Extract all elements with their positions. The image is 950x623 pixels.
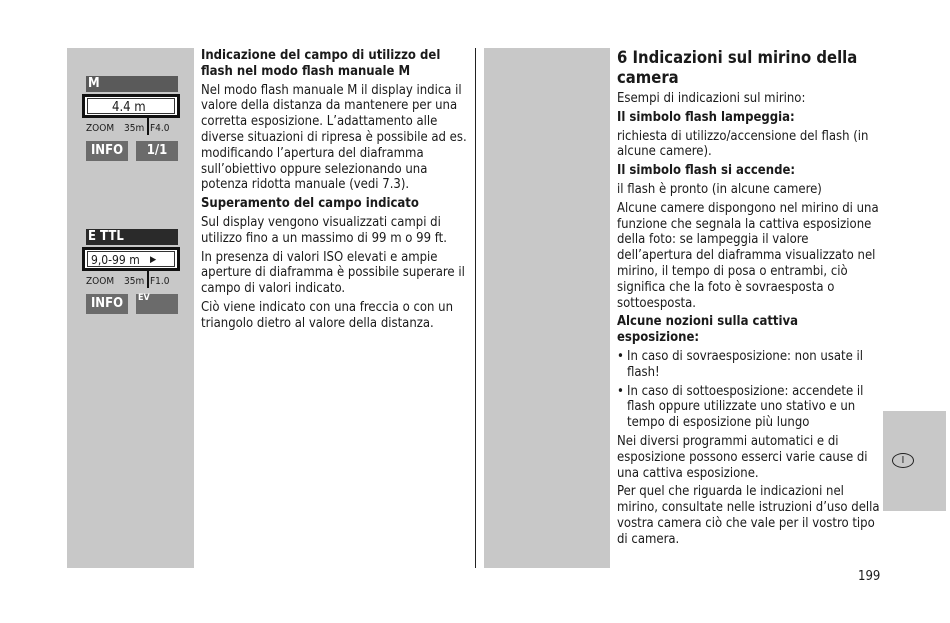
distance-value-box bbox=[82, 247, 180, 271]
page-title: 6 Indicazioni sul mirino della camera bbox=[617, 48, 858, 87]
zoom-label: ZOOM bbox=[86, 123, 115, 134]
zoom-value: 35m bbox=[124, 276, 145, 287]
power-ratio-button: 1/1 bbox=[136, 141, 178, 161]
right-text-column bbox=[617, 48, 883, 551]
paragraph: Ciò viene indicato con una freccia o con un triangolo dietro al valore della distanza. bbox=[201, 299, 454, 331]
ev-button bbox=[136, 294, 178, 314]
zoom-value: 35m bbox=[124, 123, 145, 134]
bullet-list bbox=[617, 349, 883, 431]
section-heading: Il simbolo flash si accende: bbox=[617, 163, 796, 179]
list-item: • In caso di sottoesposizione: accendete il flash oppure utilizzate uno stativo e un tempo di esposizione più lungo bbox=[617, 384, 883, 431]
language-badge: I bbox=[892, 453, 914, 468]
paragraph: il flash è pronto (in alcune camere) bbox=[617, 181, 822, 197]
distance-value: 4.4 m bbox=[112, 100, 146, 115]
section-heading: Indicazione del campo di utilizzo del flash nel modo flash manuale M bbox=[201, 48, 441, 79]
ev-label: EV bbox=[138, 293, 150, 303]
paragraph: In presenza di valori ISO elevati e ampie aperture di diaframma è possibile superare il campo di valori indicato. bbox=[201, 249, 465, 297]
triangle-arrow-icon: ▶ bbox=[150, 255, 157, 265]
section-heading: Alcune nozioni sulla cattiva esposizione: bbox=[617, 314, 799, 346]
paragraph: Nei diversi programmi automatici e di esposizione possono esserci varie cause di una cattiva esposizione. bbox=[617, 433, 868, 481]
info-button: INFO bbox=[86, 294, 128, 314]
left-text-column bbox=[201, 48, 467, 335]
paragraph: Sul display vengono visualizzati campi di utilizzo fino a un massimo di 99 m o 99 ft. bbox=[201, 214, 447, 246]
info-button: INFO bbox=[86, 141, 128, 161]
page-number: 199 bbox=[858, 569, 881, 584]
paragraph: Esempi di indicazioni sul mirino: bbox=[617, 91, 806, 106]
distance-value: 9,0-99 m bbox=[91, 253, 140, 267]
language-tab bbox=[883, 411, 946, 511]
paragraph: Per quel che riguarda le indicazioni nel mirino, consultate nelle istruzioni d’uso della vostra camera ciò che vale per il vostro tipo di camera. bbox=[617, 484, 880, 547]
section-heading: Superamento del campo indicato bbox=[201, 196, 419, 212]
mode-indicator: E TTL bbox=[86, 229, 178, 245]
paragraph: Alcune camere dispongono nel mirino di una funzione che segnala la cattiva esposizione della foto: se lampeggia il valore dell’apertura del diaframma visualizzato nel mirino, il tempo di posa o entrambi, ciò significa che la foto è sovraesposta o sottoesposta. bbox=[617, 200, 879, 311]
list-item: • In caso di sovraesposizione: non usate il flash! bbox=[617, 349, 883, 381]
aperture-value: F1.0 bbox=[150, 276, 170, 287]
mode-indicator: M bbox=[86, 76, 178, 92]
zoom-label: ZOOM bbox=[86, 276, 115, 287]
flash-display-ettl bbox=[86, 229, 178, 315]
paragraph: Nel modo flash manuale M il display indica il valore della distanza da mantenere per una corretta esposizione. L’adattamento alle diverse situazioni di ripresa è possibile ad es. modificando l’apertura del diaframma sull’obiettivo oppure selezionando una potenza ridotta manuale (vedi 7.3). bbox=[201, 82, 467, 193]
page-divider bbox=[475, 48, 476, 568]
paragraph: richiesta di utilizzo/accensione del flash (in alcune camere). bbox=[617, 128, 869, 160]
flash-display-manual bbox=[86, 76, 178, 162]
right-margin-column bbox=[484, 48, 610, 568]
section-heading: Il simbolo flash lampeggia: bbox=[617, 109, 795, 125]
distance-value-box bbox=[82, 94, 180, 118]
aperture-value: F4.0 bbox=[150, 123, 170, 134]
